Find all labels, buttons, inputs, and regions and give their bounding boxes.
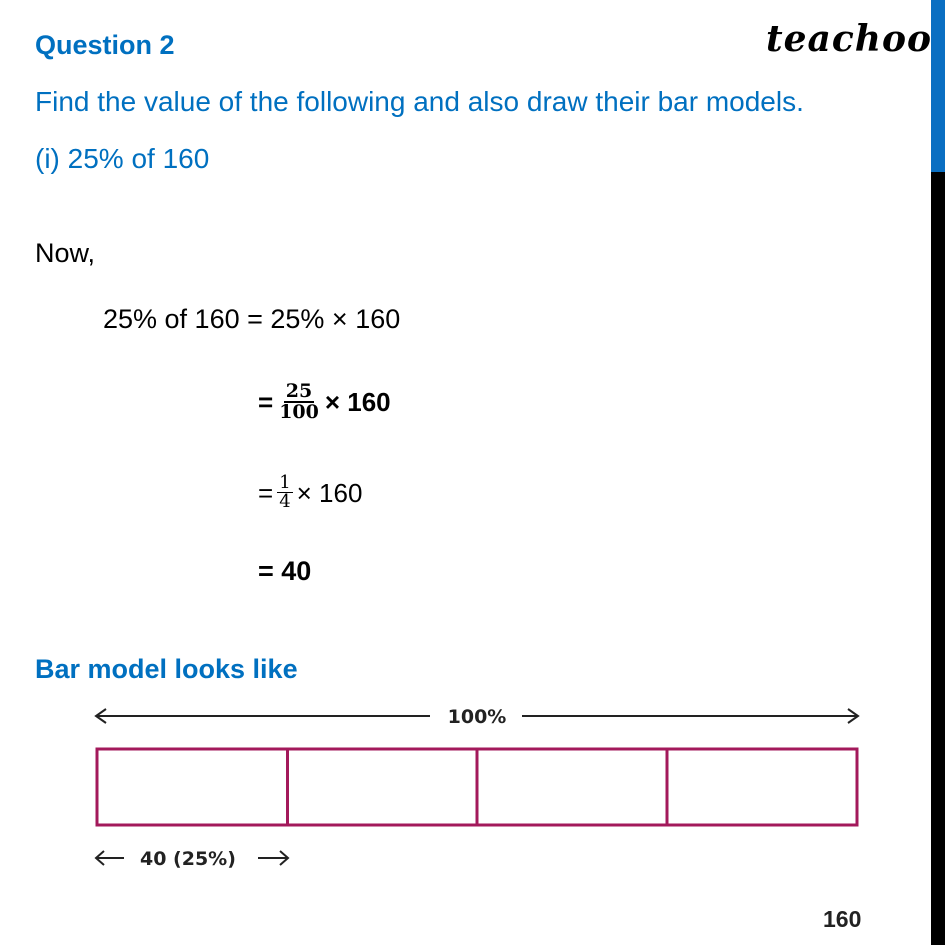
bar-model-diagram bbox=[0, 690, 930, 890]
multiplier: × 160 bbox=[324, 387, 391, 417]
total-label: 100% bbox=[447, 706, 507, 728]
solution-result: = 40 bbox=[258, 556, 312, 586]
solution-line-2 bbox=[258, 382, 391, 422]
fraction bbox=[277, 382, 321, 422]
equals: = bbox=[258, 477, 274, 508]
solution-line-3 bbox=[258, 474, 362, 511]
question-title: Question 2 bbox=[35, 30, 175, 60]
bar-model-heading: Bar model looks like bbox=[35, 654, 298, 684]
denominator: 4 bbox=[279, 491, 291, 512]
equals: = bbox=[258, 387, 274, 417]
part-label: 40 (25%) bbox=[140, 848, 236, 870]
page-number: 160 bbox=[823, 906, 862, 932]
side-dark-bar bbox=[931, 172, 945, 945]
numerator: 1 bbox=[279, 472, 291, 493]
question-part: (i) 25% of 160 bbox=[35, 143, 210, 174]
question-prompt: Find the value of the following and also draw their bar models. bbox=[35, 86, 804, 117]
fraction bbox=[277, 474, 292, 511]
side-accent-bar bbox=[931, 0, 945, 172]
numerator: 25 bbox=[285, 380, 313, 402]
multiplier: × 160 bbox=[296, 477, 363, 508]
teachoo-logo: teachoo bbox=[766, 18, 932, 60]
solution-line-1: 25% of 160 = 25% × 160 bbox=[103, 304, 401, 334]
solution-intro: Now, bbox=[35, 238, 96, 268]
bar bbox=[97, 749, 857, 825]
denominator: 100 bbox=[279, 401, 319, 423]
